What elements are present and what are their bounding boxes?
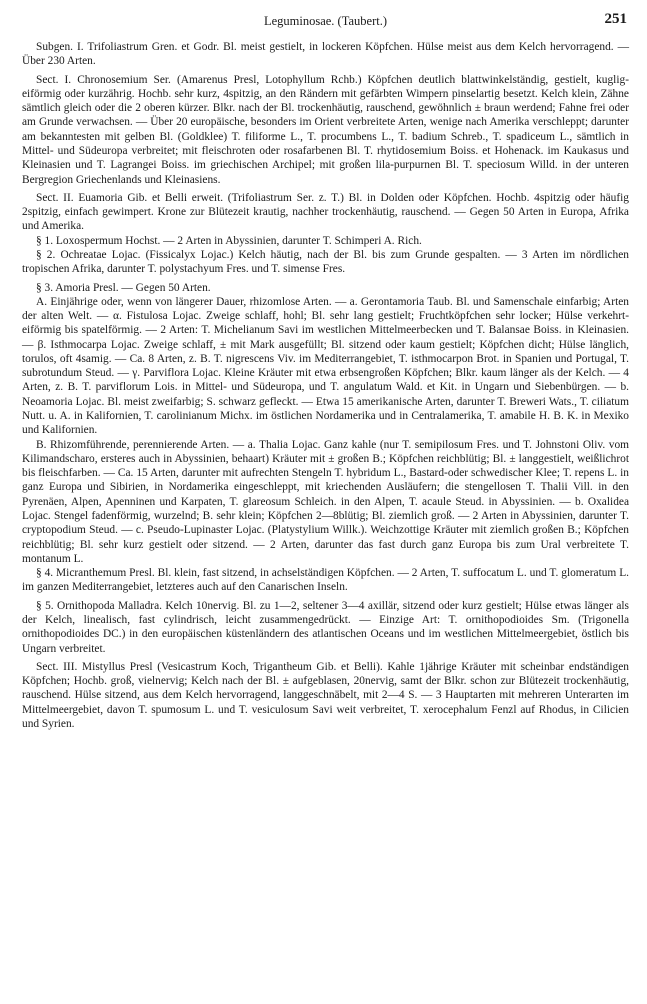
paragraph-sect-3: Sect. III. Mistyllus Presl (Vesicastrum Koch, Trigantheum Gib. et Belli). Kahle 1jährige Kräuter mit scheinbar endständigen Köpfchen; Hochb. groß, vielnervig; Kelch nach der Bl. ± aufgeblasen, 20nervig, samt der Blkr. schon zur Blütezeit trockenhäutig, rauschend. Hülse sitzend, aus dem Kelch hervorragend, langgeschnäbelt, mit 2—4 S. — 3 Hauptarten mit mehreren Unterarten im Mittelmeergebiet, davon T. spumosum L. und T. vesiculosum Savi weit verbreitet, T. xerocephalum Fenzl auf Rhodus, in Cilicien und Syrien. <box>22 660 629 730</box>
paragraph-para-1: § 1. Loxospermum Hochst. — 2 Arten in Abyssinien, darunter T. Schimperi A. Rich. <box>36 234 422 247</box>
running-header <box>22 10 629 32</box>
paragraph-sect-1: Sect. I. Chronosemium Ser. (Amarenus Presl, Lotophyllum Rchb.) Köpfchen deutlich blattwinkelständig, gestielt, kuglig-eiförmig oder kurzährig. Hochb. sehr kurz, 4spitzig, an den Rändern mit gefärbten Wimpern pinselartig besetzt. Kelch klein, Zähne sämtlich gleich oder die 2 oberen kürzer. Blkr. nach der Bl. trockenhäutig, rauschend, gewöhnlich ± braun werdend; Fahne frei oder am Grunde verwachsen. — Über 20 europäische, besonders im Orient verbreitete Arten, wenige nach Amerika verschleppt; darunter am bekanntesten mit gelben Bl. (Goldklee) T. filiforme L., T. procumbens L., T. badium Schreb., T. spadiceum L., sämtlich in Mittel- und Südeuropa verbreitet; mit fleischroten oder rosafarbenen Bl. T. rhytidosemium Boiss. et Hohenack. im Kaukasus und Kleinasien und T. Lagrangei Boiss. im griechischen Archipel; mit großen lila-purpurnen Bl. T. speciosum Willd. in der unteren Bergregion Griechenlands und Kleinasiens. <box>22 73 629 186</box>
paragraph-group-b: B. Rhizomführende, perennierende Arten. — a. Thalia Lojac. Ganz kahle (nur T. semipilosum Fres. und T. Johnstoni Oliv. vom Kilimandscharo, ersteres auch in Abyssinien, behaart) Kräuter mit ± großen B.; Köpfchen reichblütig; Bl. ± langgestielt, weißlichrot bis fleischfarben. — Ca. 15 Arten, darunter mit aufrechten Stengeln T. hybridum L., Bastard-oder schwedischer Klee; T. repens L. in ganz Europa und Sibirien, in Nordamerika eingeschleppt, mit kriechenden Ausläufern; die stengellosen T. Thalii Vill. in den Pyrenäen, Alpen, Apenninen und Karpaten, T. glareosum Schleich. in den Alpen, T. acaule Steud. in Abyssinien. — b. Oxalidea Lojac. Stengel fadenförmig, wurzelnd; B. sehr klein; Köpfchen 2—8blütig; Bl. ziemlich groß. — 2 Arten in Abyssinien, darunter T. cryptopodium Steud. — c. Pseudo-Lupinaster Lojac. (Platystylium Willk.). Weichzottige Kräuter mit ziemlich großen B.; Köpfchen reichblütig; Bl. sehr kurz gestielt oder sitzend. — 2 Arten, darunter das fast durch ganz Europa bis zum Ural verbreitete T. montanum L. <box>22 438 629 565</box>
paragraph-para-4: § 4. Micranthemum Presl. Bl. klein, fast sitzend, in achselständigen Köpfchen. — 2 Arten, T. suffocatum L. und T. glomeratum L. im ganzen Mediterrangebiet, letzteres auch auf den Canarischen Inseln. <box>22 567 629 594</box>
paragraph-para-3: § 3. Amoria Presl. — Gegen 50 Arten. <box>36 281 211 294</box>
paragraph-para-5: § 5. Ornithopoda Malladra. Kelch 10nervig. Bl. zu 1—2, seltener 3—4 axillär, sitzend oder kurz gestielt; Hülse etwas länger als der Kelch, linealisch, fast cylindrisch, leicht zusammengedrückt. — Einzige Art: T. ornithopodioides Sm. (Trigonella ornithopodioides DC.) in den europäischen küstenländern des atlantischen Oceans und im westlichen Mittelmeergebiet, östlich bis Ungarn verbreitet. <box>22 599 629 655</box>
paragraph-para-2: § 2. Ochreatae Lojac. (Fissicalyx Lojac.) Kelch häutig, nach der Bl. bis zum Grunde gespalten. — 3 Arten im nördlichen tropischen Afrika, darunter T. polystachyum Fres. und T. simense Fres. <box>22 248 629 276</box>
text-body <box>22 40 629 731</box>
page-number: 251 <box>604 11 627 27</box>
paragraph-subgen-1: Subgen. I. Trifoliastrum Gren. et Godr. Bl. meist gestielt, in lockeren Köpfchen. Hülse meist aus dem Kelch hervorragend. — Über 230 Arten. <box>22 41 629 68</box>
running-title: Leguminosae. (Taubert.) <box>263 14 388 28</box>
paragraph-group-a: A. Einjährige oder, wenn von längerer Dauer, rhizomlose Arten. — a. Gerontamoria Taub. Bl. und Samenschale einfarbig; Arten der alten Welt. — α. Fistulosa Lojac. Zweige schlaff, hohl; Bl. sehr lang gestielt; Fruchtköpfchen sehr locker; Hülse verkehrt-eiförmig bis spatelförmig. — 2 Arten: T. Michelianum Savi im westlichen Mittelmeerbecken und T. Balansae Boiss. in Kleinasien. — β. Isthmocarpa Lojac. Zweige schlaff, ± mit Mark ausgefüllt; Bl. sitzend oder kaum gestielt; Köpfchen dicht; Hülse länglich, torulos, oft 4samig. — Ca. 8 Arten, z. B. T. nigrescens Viv. im Mediterrangebiet, T. isthmocarpon Brot. in Spanien und Portugal, T. subrotundum Steud. — γ. Parviflora Lojac. Kleine Kräuter mit etwa erbsengroßen Köpfchen; Blkr. kaum länger als der Kelch. — 4 Arten, z. B. T. parviflorum Lois. in Mittel- und Südeuropa, und T. angulatum Wald. et Kit. in Ungarn und Siebenbürgen. — b. Neoamoria Lojac. Bl. meist zweifarbig; S. schwarz gefleckt. — Etwa 15 amerikanische Arten, darunter T. Breweri Wats., T. ciliatum Nutt. u. A. in Kalifornien, T. carolinianum Michx. im östlichen Nordamerika und in Centralamerika, T. amabile H. B. K. in Mexiko und Kalifornien. <box>22 295 629 437</box>
paragraph-sect-2: Sect. II. Euamoria Gib. et Belli erweit. (Trifoliastrum Ser. z. T.) Bl. in Dolden oder Köpfchen. Hochb. 4spitzig oder häufig 2spitzig, einfach gewimpert. Krone zur Blütezeit krautig, nachher trockenhäutig, rauschend. — Gegen 50 Arten in Europa, Afrika und Amerika. <box>22 191 629 233</box>
